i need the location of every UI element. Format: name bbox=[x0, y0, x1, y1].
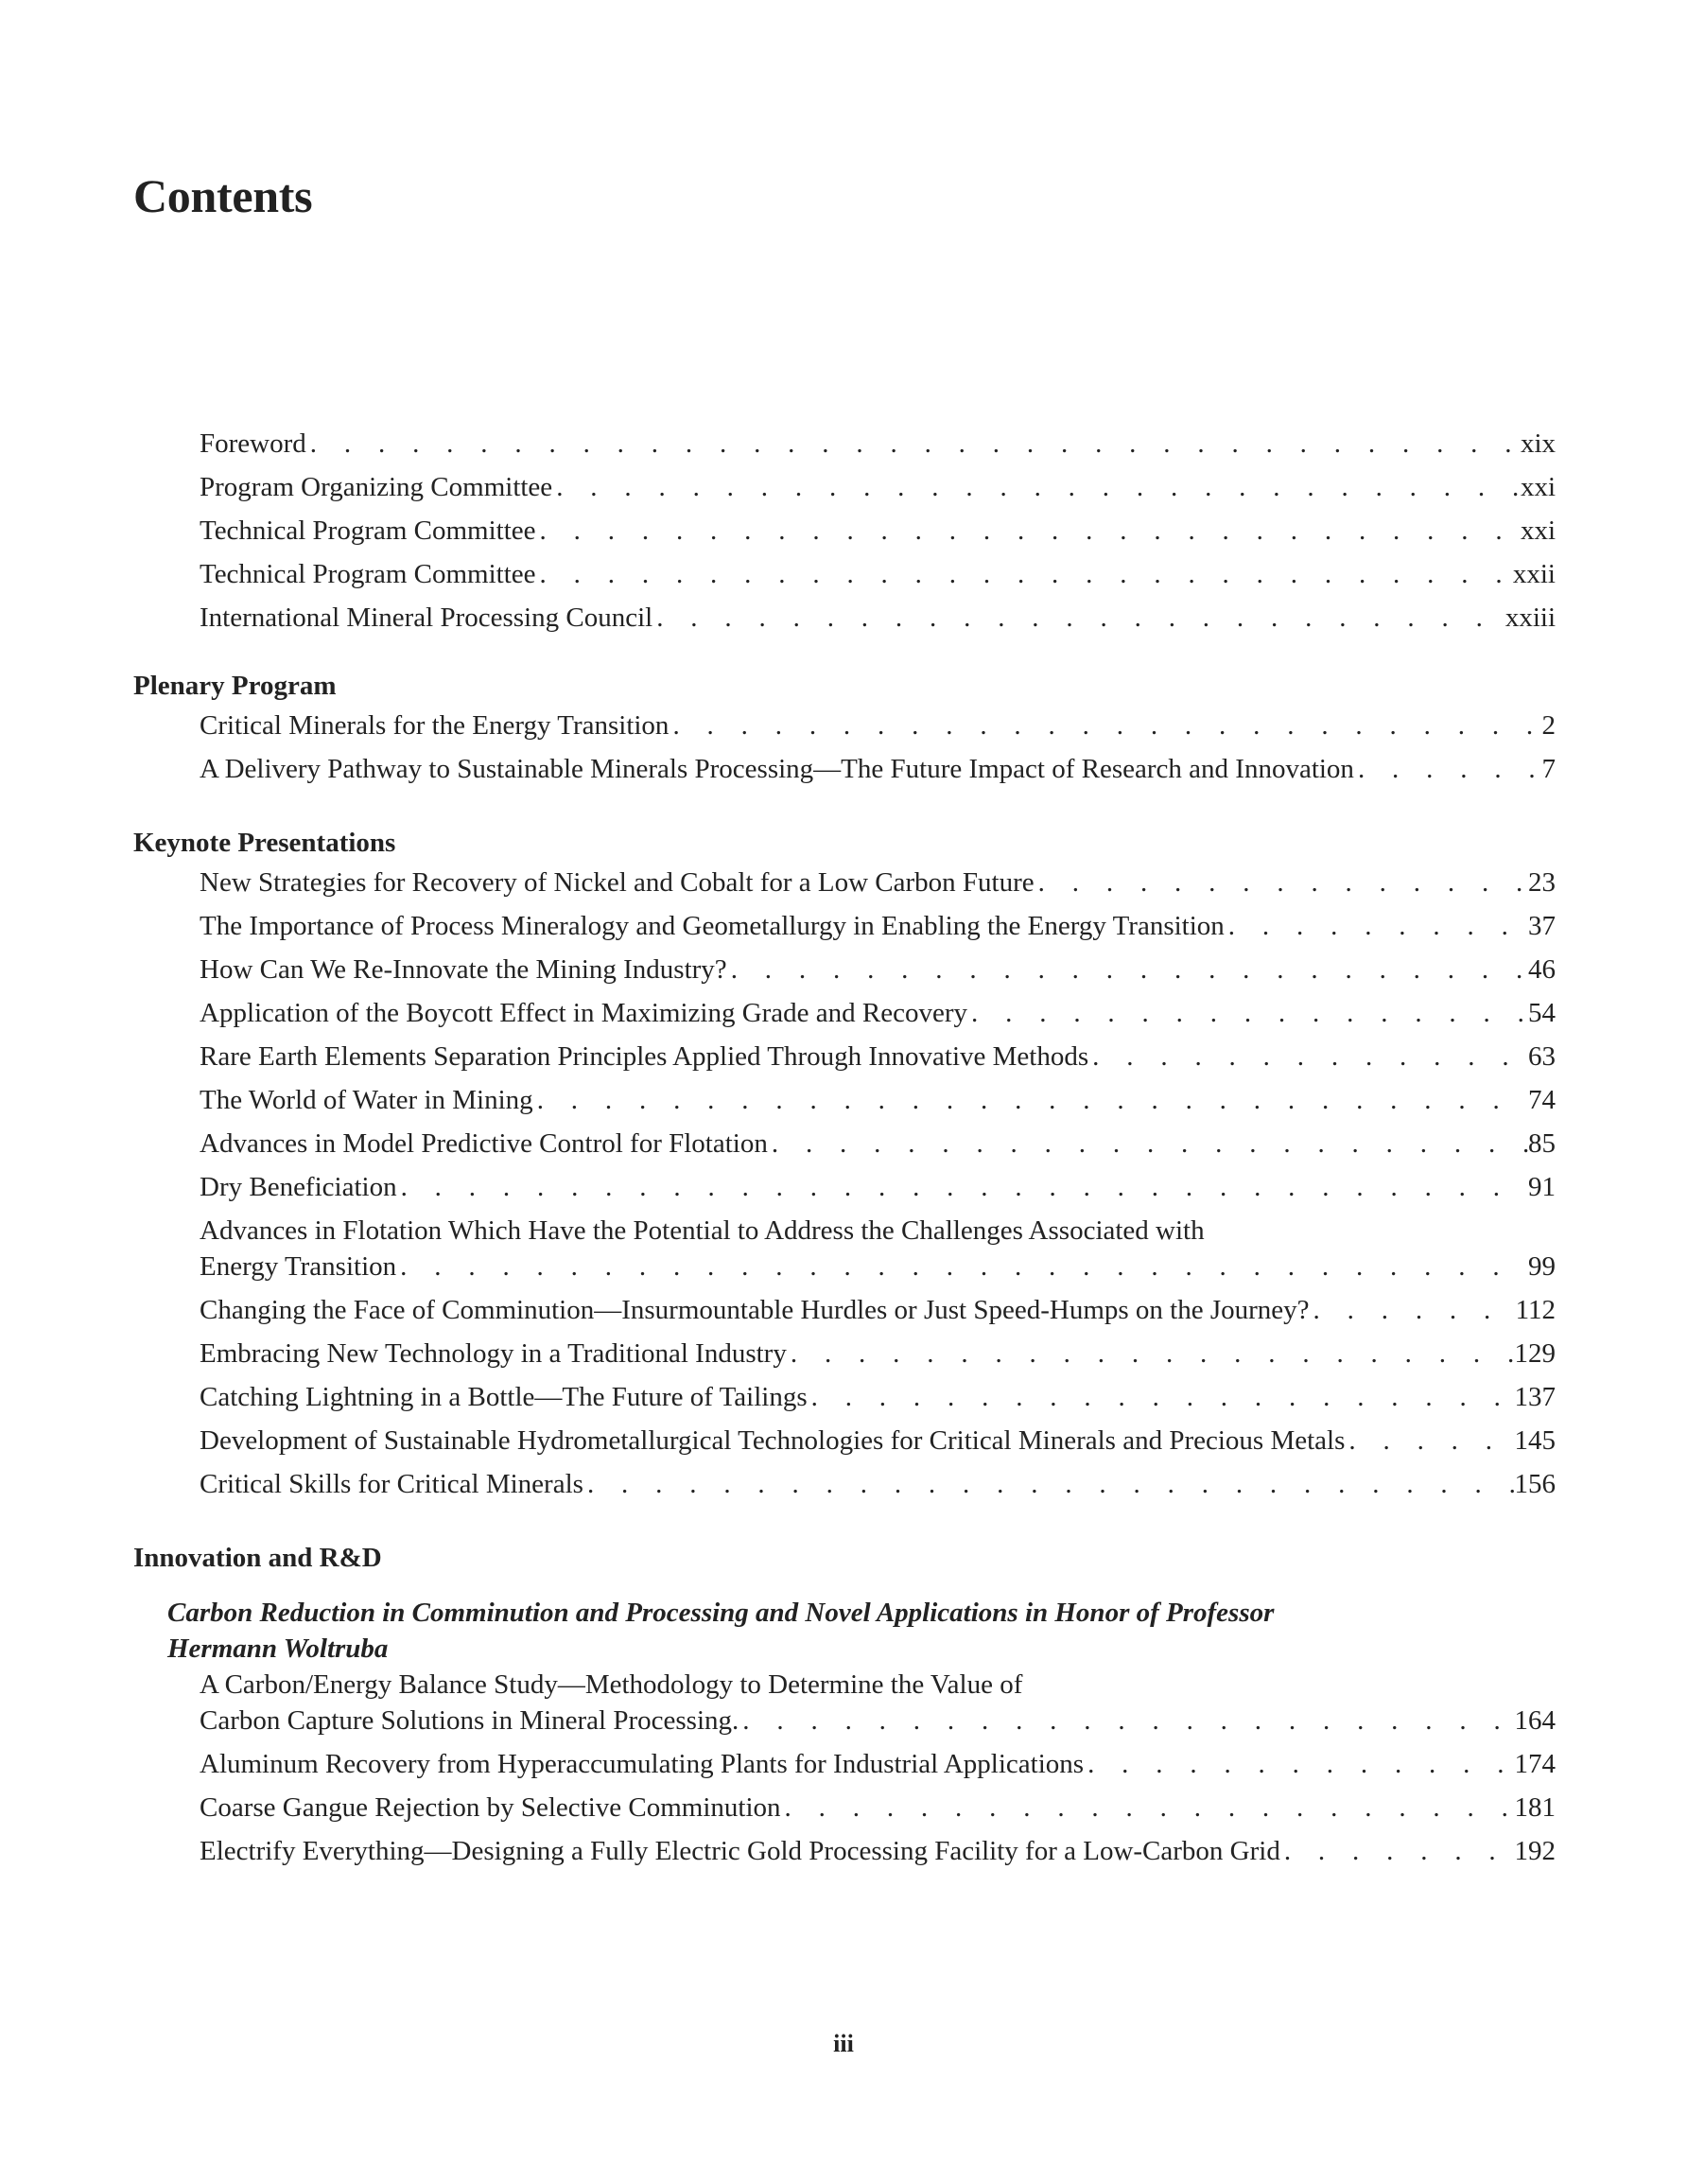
entry-title: Application of the Boycott Effect in Maximizing Grade and Recovery bbox=[200, 998, 968, 1028]
section-heading: Keynote Presentations bbox=[133, 828, 396, 858]
dot-leader bbox=[652, 600, 1505, 636]
innovation-section bbox=[133, 1536, 1556, 1877]
entry-page-number: 2 bbox=[1541, 710, 1556, 741]
entry-title-line-1: Advances in Flotation Which Have the Potential to Address the Challenges Associated with bbox=[200, 1215, 1205, 1246]
entry-page-number: 23 bbox=[1528, 867, 1556, 898]
dot-leader bbox=[552, 469, 1521, 505]
dot-leader bbox=[583, 1466, 1515, 1502]
entry-page-number: 129 bbox=[1514, 1338, 1556, 1369]
toc-entry[interactable] bbox=[200, 1126, 1556, 1169]
toc-entry[interactable] bbox=[200, 1833, 1556, 1877]
toc-entry[interactable] bbox=[200, 1790, 1556, 1833]
entry-page-number: 181 bbox=[1514, 1792, 1556, 1823]
entry-title: Critical Minerals for the Energy Transition bbox=[200, 710, 670, 741]
plenary-section bbox=[133, 664, 1556, 795]
dot-leader bbox=[1310, 1292, 1516, 1328]
entry-title: Catching Lightning in a Bottle—The Future of Tailings bbox=[200, 1382, 808, 1412]
dot-leader bbox=[669, 708, 1541, 743]
entry-title: Foreword bbox=[200, 428, 306, 459]
dot-leader bbox=[808, 1379, 1515, 1415]
toc-entry[interactable] bbox=[200, 908, 1556, 952]
entry-page-number: 37 bbox=[1528, 911, 1556, 941]
entry-page-number: 74 bbox=[1528, 1085, 1556, 1115]
dot-leader bbox=[967, 995, 1528, 1031]
entry-title: The Importance of Process Mineralogy and Geometallurgy in Enabling the Energy Transition bbox=[200, 911, 1225, 941]
dot-leader bbox=[397, 1169, 1528, 1205]
dot-leader bbox=[533, 1082, 1528, 1118]
dot-leader bbox=[727, 952, 1528, 987]
entry-title: Dry Beneficiation bbox=[200, 1172, 397, 1202]
entry-title: Embracing New Technology in a Traditional Industry bbox=[200, 1338, 787, 1369]
dot-leader bbox=[739, 1703, 1514, 1738]
toc-entry[interactable] bbox=[200, 1667, 1556, 1746]
entry-page-number: 192 bbox=[1514, 1836, 1556, 1866]
entry-title: Program Organizing Committee bbox=[200, 472, 553, 502]
toc-entry[interactable] bbox=[200, 1336, 1556, 1379]
dot-leader bbox=[1280, 1833, 1515, 1869]
entry-title: A Delivery Pathway to Sustainable Minerals Processing—The Future Impact of Research and Innovation bbox=[200, 754, 1354, 784]
toc-entry[interactable] bbox=[200, 1379, 1556, 1423]
toc-entry[interactable] bbox=[200, 708, 1556, 751]
entry-title: How Can We Re-Innovate the Mining Industry? bbox=[200, 954, 727, 985]
dot-leader bbox=[306, 426, 1521, 462]
dot-leader bbox=[536, 556, 1513, 592]
entry-page-number: 164 bbox=[1514, 1705, 1556, 1736]
dot-leader bbox=[768, 1126, 1528, 1162]
toc-entry[interactable] bbox=[200, 1039, 1556, 1082]
entry-page-number: 63 bbox=[1528, 1041, 1556, 1072]
entry-title: The World of Water in Mining bbox=[200, 1085, 533, 1115]
section-heading: Plenary Program bbox=[133, 671, 337, 701]
toc-entry[interactable] bbox=[200, 1213, 1556, 1292]
entry-title: Aluminum Recovery from Hyperaccumulating Plants for Industrial Applications bbox=[200, 1749, 1085, 1779]
dot-leader bbox=[536, 513, 1521, 549]
entry-page-number: xxi bbox=[1520, 472, 1556, 502]
entry-page-number: xxi bbox=[1520, 515, 1556, 546]
toc-entry[interactable] bbox=[200, 1292, 1556, 1336]
entry-page-number: xxiii bbox=[1504, 603, 1556, 633]
entry-title: Coarse Gangue Rejection by Selective Comminution bbox=[200, 1792, 781, 1823]
dot-leader bbox=[1084, 1746, 1514, 1782]
toc-entry[interactable] bbox=[200, 952, 1556, 995]
toc-entry[interactable] bbox=[200, 1169, 1556, 1213]
entry-page-number: 85 bbox=[1528, 1128, 1556, 1159]
entry-title: Development of Sustainable Hydrometallurgical Technologies for Critical Minerals and Precious Metals bbox=[200, 1425, 1346, 1456]
page-folio: iii bbox=[833, 2030, 854, 2057]
entry-title: New Strategies for Recovery of Nickel and Cobalt for a Low Carbon Future bbox=[200, 867, 1035, 898]
dot-leader bbox=[1345, 1423, 1514, 1459]
entry-title: Technical Program Committee bbox=[200, 515, 536, 546]
dot-leader bbox=[781, 1790, 1515, 1826]
entry-page-number: 137 bbox=[1514, 1382, 1556, 1412]
entry-page-number: 112 bbox=[1515, 1295, 1556, 1325]
entry-page-number: 156 bbox=[1514, 1469, 1556, 1499]
entry-page-number: 54 bbox=[1528, 998, 1556, 1028]
entry-page-number: 7 bbox=[1541, 754, 1556, 784]
entry-title: Advances in Model Predictive Control for Flotation bbox=[200, 1128, 768, 1159]
subsection-heading: Carbon Reduction in Comminution and Processing and Novel Applications in Honor of Professor Hermann Woltruba bbox=[167, 1598, 1275, 1664]
toc-entry[interactable] bbox=[200, 751, 1556, 795]
toc-entry[interactable] bbox=[200, 1082, 1556, 1126]
dot-leader bbox=[1035, 865, 1528, 900]
entry-title-line-1: A Carbon/Energy Balance Study—Methodology to Determine the Value of bbox=[200, 1669, 1023, 1700]
keynote-section bbox=[133, 821, 1556, 1510]
entry-page-number: 174 bbox=[1514, 1749, 1556, 1779]
entry-title: Changing the Face of Comminution—Insurmountable Hurdles or Just Speed-Humps on the Journey? bbox=[200, 1295, 1310, 1325]
section-heading: Innovation and R&D bbox=[133, 1543, 382, 1573]
toc-entry[interactable] bbox=[200, 556, 1556, 600]
entry-title-line-2: Carbon Capture Solutions in Mineral Processing. bbox=[200, 1705, 739, 1736]
toc-entry[interactable] bbox=[200, 513, 1556, 556]
toc-entry[interactable] bbox=[200, 1466, 1556, 1510]
toc-entry[interactable] bbox=[200, 1746, 1556, 1790]
table-of-contents bbox=[133, 426, 1556, 1877]
toc-entry[interactable] bbox=[200, 469, 1556, 513]
dot-leader bbox=[1225, 908, 1528, 944]
toc-entry[interactable] bbox=[200, 865, 1556, 908]
page-title: Contents bbox=[133, 169, 313, 222]
dot-leader bbox=[787, 1336, 1515, 1372]
entry-page-number: 46 bbox=[1528, 954, 1556, 985]
entry-title: Rare Earth Elements Separation Principles Applied Through Innovative Methods bbox=[200, 1041, 1089, 1072]
entry-page-number: 91 bbox=[1528, 1172, 1556, 1202]
entry-title: Technical Program Committee bbox=[200, 559, 536, 589]
toc-entry[interactable] bbox=[200, 426, 1556, 469]
entry-title: Critical Skills for Critical Minerals bbox=[200, 1469, 583, 1499]
toc-entry[interactable] bbox=[200, 995, 1556, 1039]
entry-page-number: xxii bbox=[1512, 559, 1556, 589]
entry-title: Electrify Everything—Designing a Fully Electric Gold Processing Facility for a Low-Carbon Grid bbox=[200, 1836, 1280, 1866]
front-matter-section bbox=[133, 426, 1556, 643]
entry-page-number: 145 bbox=[1514, 1425, 1556, 1456]
entry-page-number: xix bbox=[1520, 428, 1556, 459]
toc-entry[interactable] bbox=[200, 600, 1556, 643]
dot-leader bbox=[1088, 1039, 1528, 1075]
entry-title-line-2: Energy Transition bbox=[200, 1251, 397, 1282]
entry-page-number: 99 bbox=[1528, 1251, 1556, 1282]
dot-leader bbox=[1354, 751, 1542, 787]
toc-entry[interactable] bbox=[200, 1423, 1556, 1466]
dot-leader bbox=[396, 1249, 1528, 1284]
entry-title: International Mineral Processing Council bbox=[200, 603, 653, 633]
